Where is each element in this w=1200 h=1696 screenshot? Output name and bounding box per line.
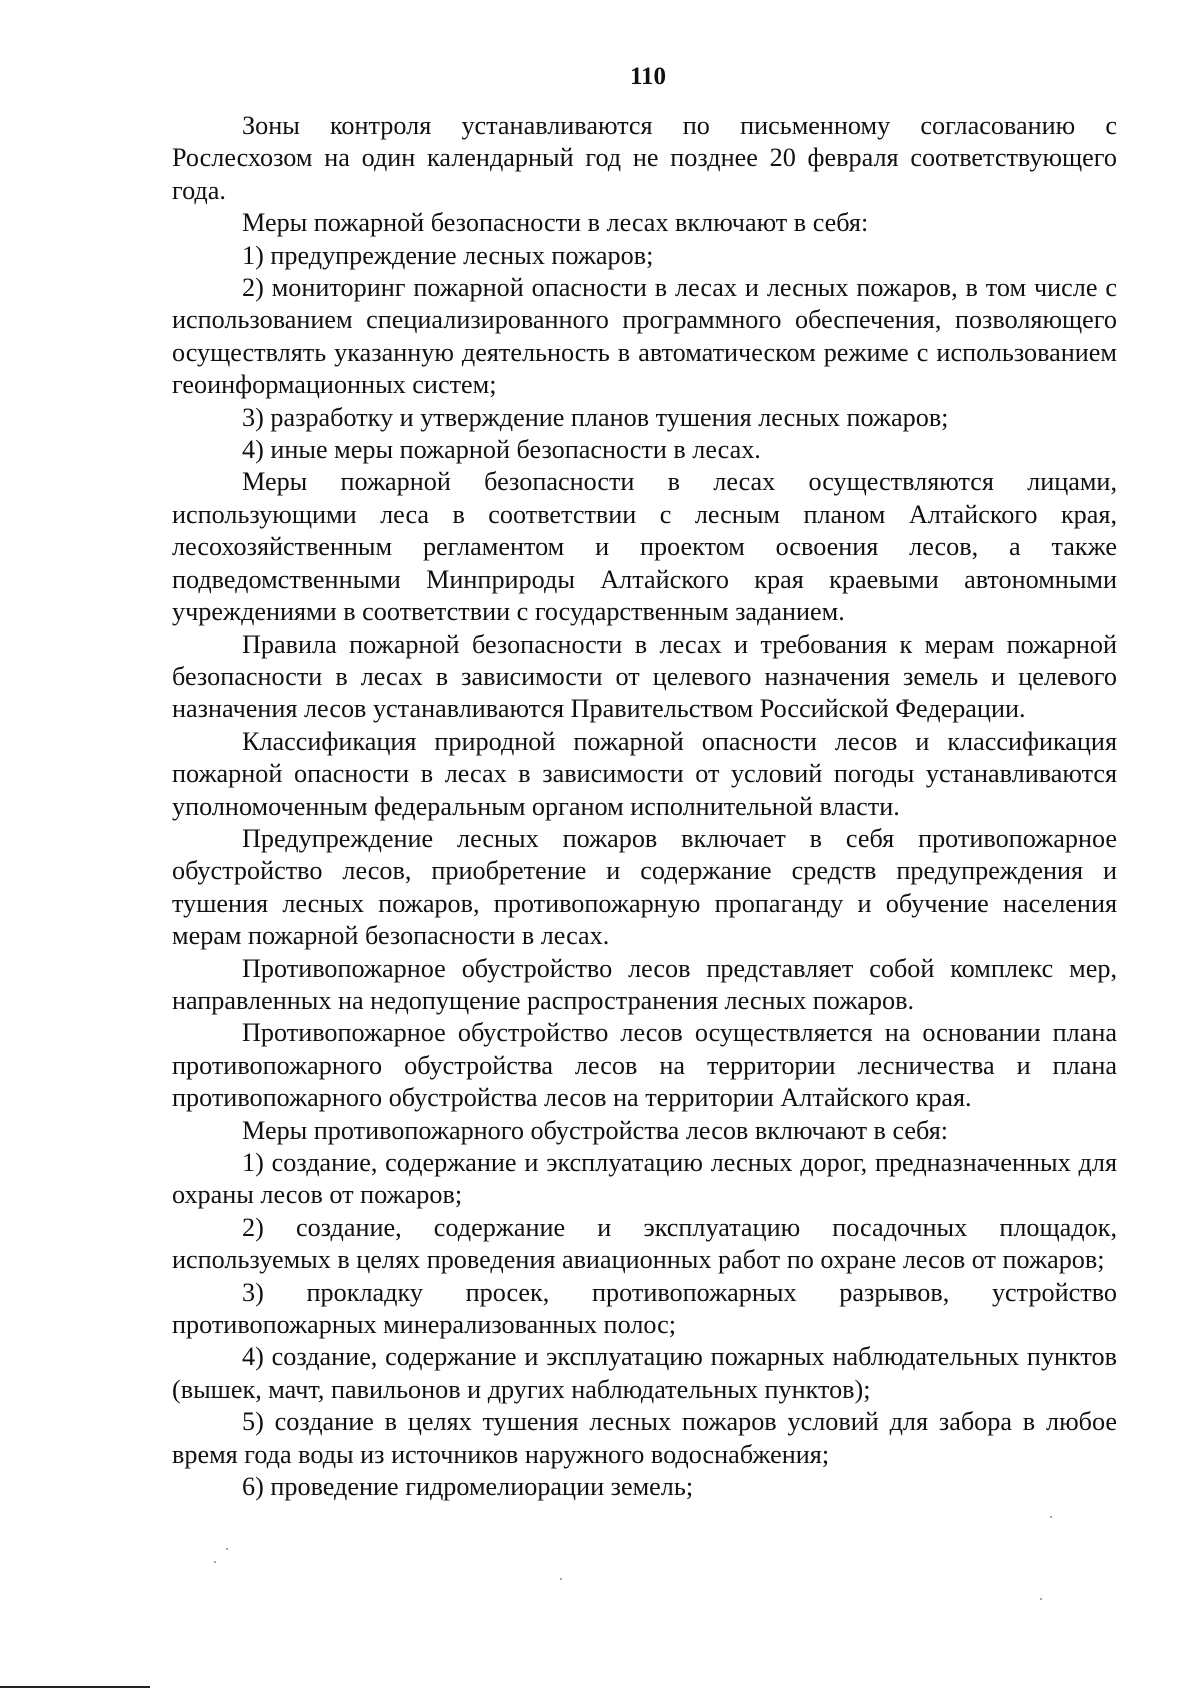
scan-speck: [560, 1578, 562, 1580]
scan-speck: [1050, 1516, 1052, 1518]
paragraph-hazard-classification: Классификация природной пожарной опасности лесов и классификация пожарной опасности в лесах в зависимости от условий погоды устанавливаются уполномоченным федеральным органом исполнительной власти.: [172, 726, 1117, 821]
page-number: 110: [629, 63, 667, 90]
scan-speck: [1040, 1598, 1042, 1600]
list-item-hydromelioration: 6) проведение гидромелиорации земель;: [242, 1472, 694, 1502]
footer-rule: [0, 1686, 150, 1688]
scan-speck: [214, 1561, 216, 1563]
paragraph-arrangement-measures-intro: Меры противопожарного обустройства лесов включают в себя:: [242, 1115, 949, 1145]
document-body: [172, 110, 1117, 1503]
paragraph-fire-prevention-includes: Предупреждение лесных пожаров включает в себя противопожарное обустройство лесов, приобретение и содержание средств предупреждения и тушения лесных пожаров, противопожарную пропаганду и обучение населения мерам пожарной безопасности в лесах.: [172, 823, 1117, 951]
list-item-other-measures: 4) иные меры пожарной безопасности в лесах.: [242, 435, 761, 465]
list-item-firebreaks: 3) прокладку просек, противопожарных разрывов, устройство противопожарных минерализованных полос;: [172, 1277, 1117, 1340]
paragraph-measures-implemented-by: Меры пожарной безопасности в лесах осуществляются лицами, использующими леса в соответствии с лесным планом Алтайского края, лесохозяйственным регламентом и проектом освоения лесов, а также подведомственными Минприроды Алтайского края краевыми автономными учреждениями в соответствии с государственным заданием.: [172, 467, 1117, 627]
paragraph-fire-safety-measures-intro: Меры пожарной безопасности в лесах включают в себя:: [242, 208, 869, 238]
paragraph-fire-protection-arrangement: Противопожарное обустройство лесов представляет собой комплекс мер, направленных на недопущение распространения лесных пожаров.: [172, 953, 1117, 1015]
paragraph-control-zones: Зоны контроля устанавливаются по письменному согласованию с Рослесхозом на один календарный год не позднее 20 февраля соответствующего года.: [172, 111, 1117, 205]
list-item-forest-roads: 1) создание, содержание и эксплуатацию лесных дорог, предназначенных для охраны лесов от пожаров;: [172, 1148, 1117, 1210]
list-item-observation-points: 4) создание, содержание и эксплуатацию пожарных наблюдательных пунктов (вышек, мачт, павильонов и других наблюдательных пунктов);: [172, 1342, 1117, 1404]
list-item-landing-sites: 2) создание, содержание и эксплуатацию посадочных площадок, используемых в целях проведения авиационных работ по охране лесов от пожаров;: [172, 1212, 1117, 1275]
list-item-monitoring: 2) мониторинг пожарной опасности в лесах и лесных пожаров, в том числе с использованием специализированного программного обеспечения, позволяющего осуществлять указанную деятельность в автоматическом режиме с использованием геоинформационных систем;: [172, 273, 1117, 400]
list-item-extinguishing-plans: 3) разработку и утверждение планов тушения лесных пожаров;: [242, 402, 949, 432]
list-item-water-supply: 5) создание в целях тушения лесных пожаров условий для забора в любое время года воды из источников наружного водоснабжения;: [172, 1407, 1117, 1469]
paragraph-arrangement-basis: Противопожарное обустройство лесов осуществляется на основании плана противопожарного обустройства лесов на территории лесничества и плана противопожарного обустройства лесов на территории Алтайского края.: [172, 1018, 1117, 1113]
scan-speck: [226, 1548, 228, 1550]
list-item-fire-prevention: 1) предупреждение лесных пожаров;: [242, 240, 654, 270]
paragraph-fire-safety-rules: Правила пожарной безопасности в лесах и требования к мерам пожарной безопасности в лесах в зависимости от целевого назначения земель и целевого назначения лесов устанавливаются Правительством Российской Федерации.: [172, 629, 1117, 724]
